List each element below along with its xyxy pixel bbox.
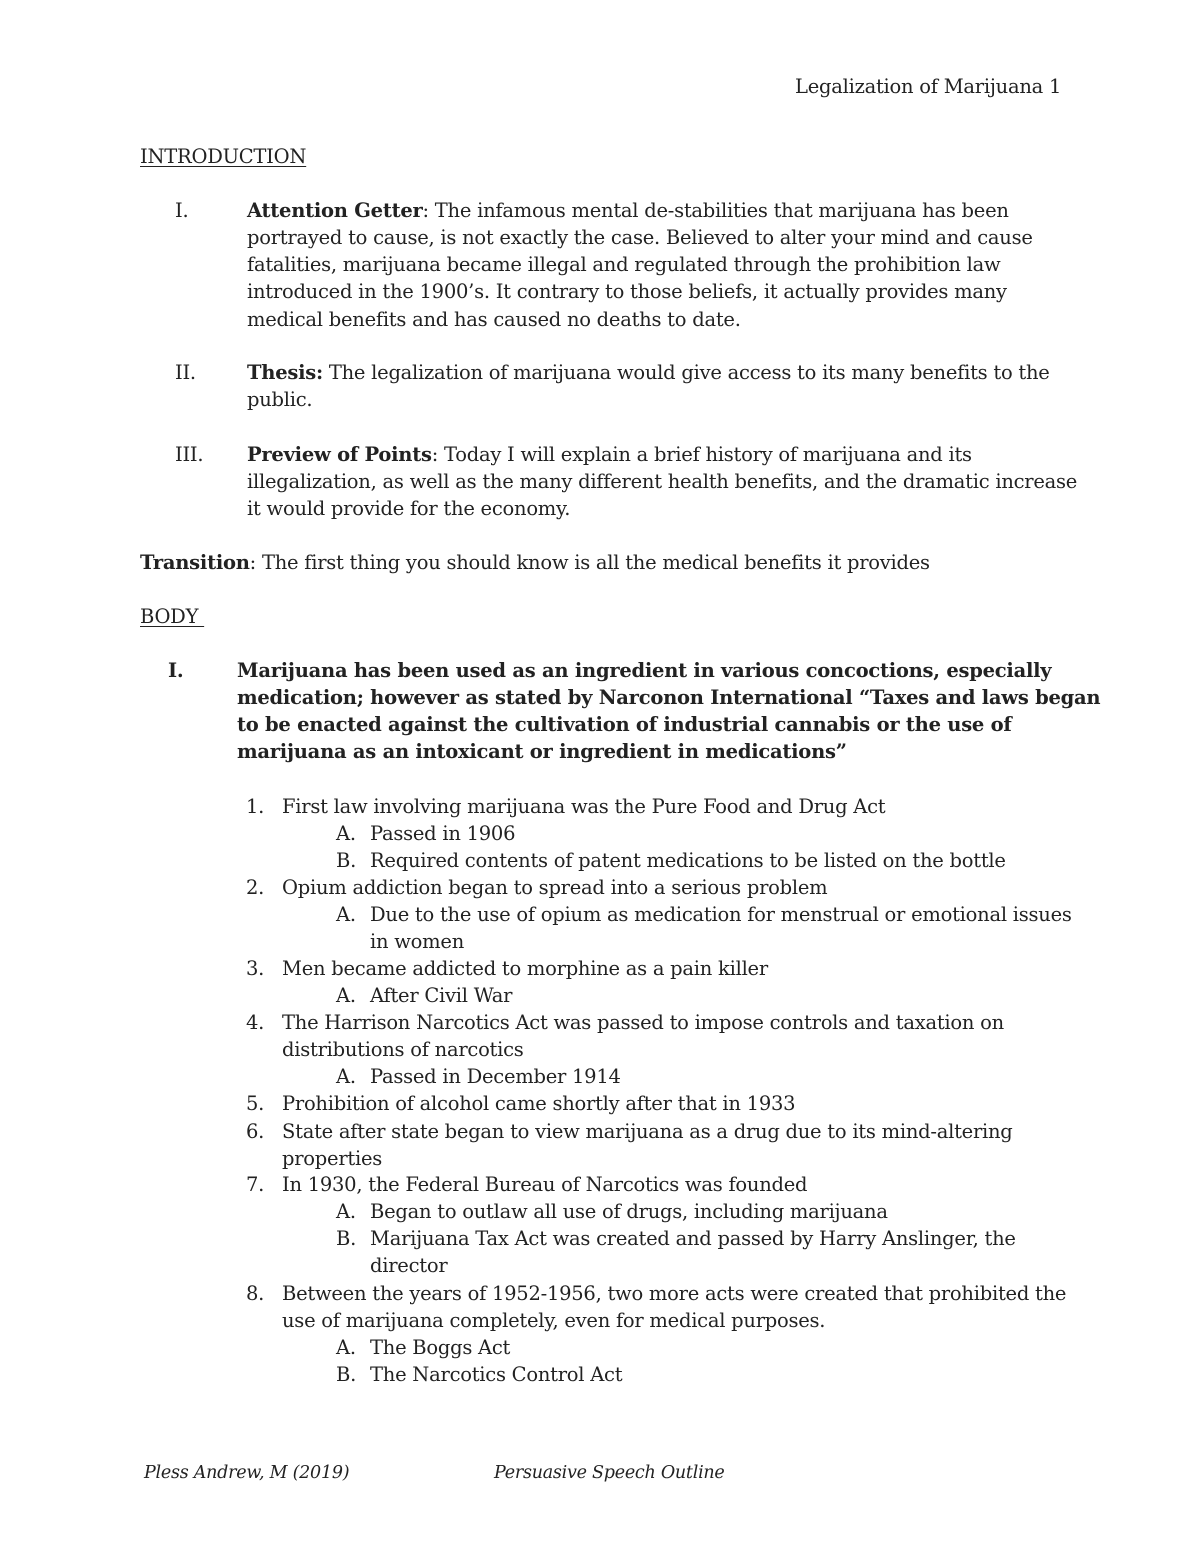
- sub-letter: B.: [336, 849, 357, 872]
- intro-item-thesis: [247, 359, 1050, 386]
- main-point-line: marijuana as an intoxicant or ingredient in medications”: [237, 740, 847, 763]
- intro-item-preview: [247, 441, 972, 468]
- thesis-line: public.: [247, 388, 313, 411]
- sub-letter: A.: [336, 822, 356, 845]
- subpoint-number: 6.: [246, 1120, 265, 1143]
- subpoint-number: 4.: [246, 1011, 265, 1034]
- subpoint-number: 8.: [246, 1282, 265, 1305]
- sub-text: Began to outlaw all use of drugs, including marijuana: [370, 1200, 888, 1223]
- preview-text: : Today I will explain a brief history of marijuana and its: [431, 443, 972, 466]
- attention-getter-line: portrayed to cause, is not exactly the case. Believed to alter your mind and cause: [247, 226, 1033, 249]
- intro-numeral: II.: [175, 361, 196, 384]
- main-point-line: medication; however as stated by Narconon International “Taxes and laws began: [237, 686, 1101, 709]
- sub-letter: A.: [336, 903, 356, 926]
- preview-label: Preview of Points: [247, 443, 432, 466]
- main-point-line: Marijuana has been used as an ingredient in various concoctions, especially: [237, 659, 1052, 682]
- sub-text: Due to the use of opium as medication for menstrual or emotional issues: [370, 903, 1072, 926]
- subpoint-number: 1.: [246, 795, 265, 818]
- sub-letter: B.: [336, 1363, 357, 1386]
- transition-text: : The first thing you should know is all the medical benefits it provides: [249, 551, 930, 574]
- footer-author: Pless Andrew, M (2019): [144, 1463, 350, 1483]
- subpoint-text: The Harrison Narcotics Act was passed to impose controls and taxation on: [282, 1011, 1004, 1034]
- sub-letter: A.: [336, 984, 356, 1007]
- main-point-line: to be enacted against the cultivation of industrial cannabis or the use of: [237, 713, 1012, 736]
- introduction-heading: INTRODUCTION: [140, 145, 307, 168]
- footer-doc-type: Persuasive Speech Outline: [494, 1463, 725, 1483]
- sub-letter: A.: [336, 1065, 356, 1088]
- attention-getter-label: Attention Getter: [247, 199, 423, 222]
- attention-getter-line: fatalities, marijuana became illegal and regulated through the prohibition law: [247, 253, 1001, 276]
- thesis-text: The legalization of marijuana would give access to its many benefits to the: [322, 361, 1050, 384]
- sub-letter: B.: [336, 1227, 357, 1250]
- attention-getter-line: medical benefits and has caused no deaths to date.: [247, 308, 741, 331]
- subpoint-text: Prohibition of alcohol came shortly after that in 1933: [282, 1092, 796, 1115]
- sub-text: The Boggs Act: [370, 1336, 511, 1359]
- intro-numeral: I.: [175, 199, 189, 222]
- sub-text: Required contents of patent medications to be listed on the bottle: [370, 849, 1006, 872]
- subpoint-text: State after state began to view marijuana as a drug due to its mind-altering: [282, 1120, 1013, 1143]
- attention-getter-line: introduced in the 1900’s. It contrary to those beliefs, it actually provides many: [247, 280, 1007, 303]
- subpoint-text: Between the years of 1952-1956, two more acts were created that prohibited the: [282, 1282, 1067, 1305]
- subpoint-text: properties: [282, 1147, 383, 1170]
- intro-item-attention-getter: [247, 197, 1009, 224]
- subpoint-number: 5.: [246, 1092, 265, 1115]
- subpoint-text: In 1930, the Federal Bureau of Narcotics was founded: [282, 1173, 808, 1196]
- subpoint-text: Opium addiction began to spread into a serious problem: [282, 876, 828, 899]
- sub-text: Passed in December 1914: [370, 1065, 621, 1088]
- attention-getter-text: : The infamous mental de-stabilities that marijuana has been: [422, 199, 1009, 222]
- subpoint-number: 2.: [246, 876, 265, 899]
- sub-text: Marijuana Tax Act was created and passed by Harry Anslinger, the: [370, 1227, 1016, 1250]
- running-head: Legalization of Marijuana 1: [795, 75, 1062, 98]
- subpoint-text: Men became addicted to morphine as a pain killer: [282, 957, 768, 980]
- sub-text: in women: [370, 930, 465, 953]
- intro-numeral: III.: [175, 443, 204, 466]
- subpoint-text: distributions of narcotics: [282, 1038, 524, 1061]
- main-point-numeral: I.: [168, 659, 184, 682]
- preview-line: it would provide for the economy.: [247, 497, 571, 520]
- subpoint-number: 7.: [246, 1173, 265, 1196]
- sub-text: director: [370, 1254, 448, 1277]
- preview-line: illegalization, as well as the many different health benefits, and the dramatic increase: [247, 470, 1078, 493]
- transition: [140, 549, 930, 576]
- thesis-label: Thesis:: [247, 361, 323, 384]
- subpoint-text: use of marijuana completely, even for medical purposes.: [282, 1309, 826, 1332]
- transition-label: Transition: [140, 551, 250, 574]
- sub-text: After Civil War: [370, 984, 513, 1007]
- subpoint-number: 3.: [246, 957, 265, 980]
- sub-letter: A.: [336, 1336, 356, 1359]
- sub-text: The Narcotics Control Act: [370, 1363, 623, 1386]
- sub-text: Passed in 1906: [370, 822, 516, 845]
- sub-letter: A.: [336, 1200, 356, 1223]
- body-heading: BODY: [140, 605, 205, 628]
- subpoint-text: First law involving marijuana was the Pure Food and Drug Act: [282, 795, 886, 818]
